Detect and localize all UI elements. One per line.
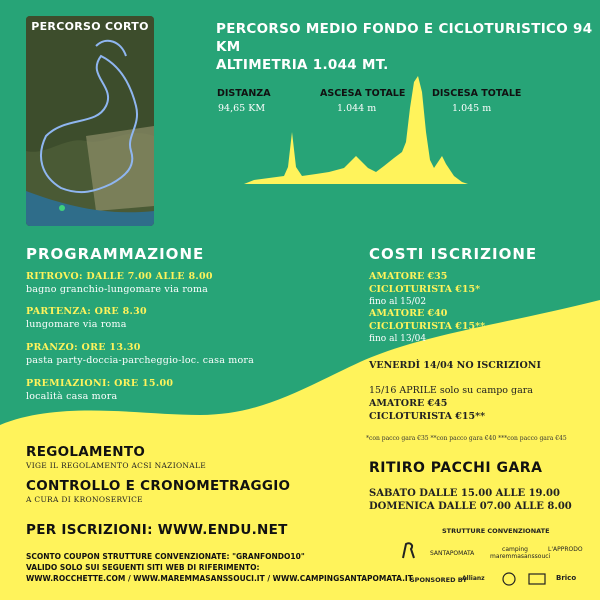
sponsor-logo-3 xyxy=(528,572,546,588)
regolamento-title: REGOLAMENTO xyxy=(26,444,146,460)
coupon-block xyxy=(26,551,413,584)
cost-amatore-3: AMATORE €45 xyxy=(369,398,448,409)
pranzo-detail: pasta party-doccia-parcheggio-loc. casa mora xyxy=(26,355,255,366)
map-title: PERCORSO CORTO xyxy=(31,20,149,33)
strutture-title: STRUTTURE CONVENZIONATE xyxy=(442,527,550,535)
cost-cicloturista-3: CICLOTURISTA €15** xyxy=(369,411,486,422)
brico-logo: Brico xyxy=(556,574,577,582)
rocchette-logo xyxy=(400,540,416,562)
sponsor-logo-2 xyxy=(500,572,518,588)
cost-no-iscrizioni: VENERDÌ 14/04 NO ISCRIZIONI xyxy=(369,360,541,371)
cost-amatore-1: AMATORE €35 xyxy=(369,271,448,282)
costi-title: COSTI ISCRIZIONE xyxy=(369,245,538,263)
stat-label-distance: DISTANZA xyxy=(217,88,271,99)
ritiro-domenica: DOMENICA DALLE 07.00 ALLE 8.00 xyxy=(369,501,572,512)
programmazione-title: PROGRAMMAZIONE xyxy=(26,245,205,263)
ritrovo-heading: RITROVO: DALLE 7.00 ALLE 8.00 xyxy=(26,271,213,282)
sanssouci-logo: camping maremmasanssouci xyxy=(490,546,551,560)
ritiro-sabato: SABATO DALLE 15.00 ALLE 19.00 xyxy=(369,488,560,499)
santapomata-logo: SANTAPOMATA xyxy=(430,550,475,557)
ritrovo-detail: bagno granchio-lungomare via roma xyxy=(26,284,209,295)
coupon-line-3[interactable]: WWW.ROCCHETTE.COM / WWW.MAREMMASANSSOUCI.IT / WWW.CAMPINGSANTAPOMATA.IT xyxy=(26,574,413,583)
elevation-profile xyxy=(244,72,468,188)
sponsor-label: SPONSORED BY xyxy=(410,576,468,584)
stat-value-distance: 94,65 KM xyxy=(218,103,266,114)
partenza-heading: PARTENZA: ORE 8.30 xyxy=(26,306,147,317)
controllo-title: CONTROLLO E CRONOMETRAGGIO xyxy=(26,478,291,494)
map-image xyxy=(26,16,154,226)
costi-block-1 xyxy=(369,271,485,345)
partenza-detail: lungomare via roma xyxy=(26,319,127,330)
cost-cicloturista-2: CICLOTURISTA €15** xyxy=(369,320,486,332)
stat-label-descent: DISCESA TOTALE xyxy=(432,88,522,99)
premiazioni-detail: località casa mora xyxy=(26,391,118,402)
stat-value-ascent: 1.044 m xyxy=(337,103,377,114)
approdo-logo: L'APPRODO xyxy=(548,546,583,553)
altimetry-title: ALTIMETRIA 1.044 MT. xyxy=(216,57,389,73)
stat-value-descent: 1.045 m xyxy=(452,103,492,114)
route-map xyxy=(26,16,154,226)
coupon-line-1: SCONTO COUPON STRUTTURE CONVENZIONATE: "GRANFONDO10" xyxy=(26,552,305,561)
iscrizioni-link[interactable]: PER ISCRIZIONI: WWW.ENDU.NET xyxy=(26,522,288,538)
premiazioni-heading: PREMIAZIONI: ORE 15.00 xyxy=(26,378,174,389)
pranzo-heading: PRANZO: ORE 13.30 xyxy=(26,342,141,353)
ritiro-title: RITIRO PACCHI GARA xyxy=(369,460,543,476)
stat-label-ascent: ASCESA TOTALE xyxy=(320,88,406,99)
cost-campo-gara: 15/16 APRILE solo su campo gara xyxy=(369,385,533,396)
cost-deadline-2: fino al 13/04 xyxy=(369,334,427,344)
regolamento-text: VIGE IL REGOLAMENTO ACSI NAZIONALE xyxy=(26,461,207,470)
route-title: PERCORSO MEDIO FONDO E CICLOTURISTICO 94 KM xyxy=(216,21,593,55)
cost-amatore-2: AMATORE €40 xyxy=(369,308,448,319)
route-header xyxy=(216,20,600,74)
cost-deadline-1: fino al 15/02 xyxy=(369,297,427,307)
controllo-text: A CURA DI KRONOSERVICE xyxy=(26,495,143,504)
cost-note: *con pacco gara €35 **con pacco gara €40 ***con pacco gara €45 xyxy=(366,435,567,442)
allianz-logo: Allianz xyxy=(462,575,485,582)
coupon-line-2: VALIDO SOLO SUI SEGUENTI SITI WEB DI RIFERIMENTO: xyxy=(26,563,260,572)
cost-cicloturista-1: CICLOTURISTA €15* xyxy=(369,283,481,295)
